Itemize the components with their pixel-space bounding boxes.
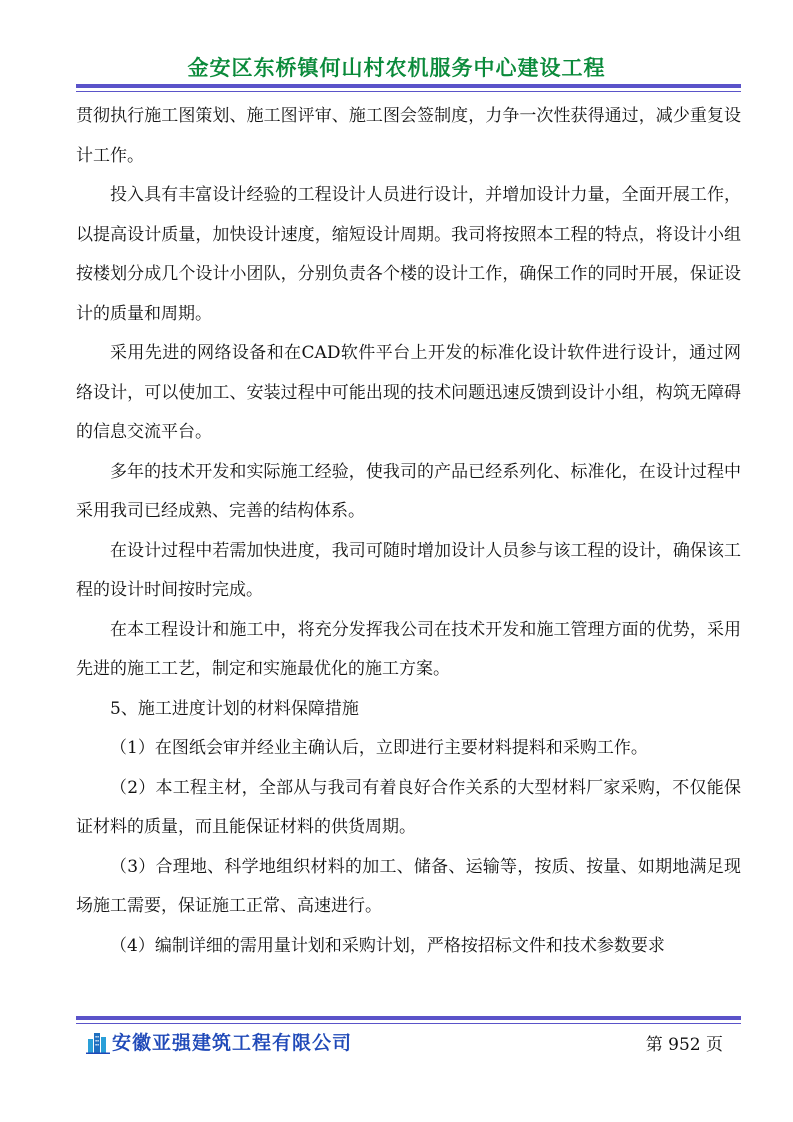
footer-rule-thin (76, 1023, 741, 1024)
section-heading: 5、施工进度计划的材料保障措施 (110, 698, 359, 719)
building-logo-icon (86, 1030, 110, 1054)
header-rule-thick (76, 84, 741, 88)
list-item: （3）合理地、科学地组织材料的加工、储备、运输等，按质、按量、如期地满足现场施工需要，保证施工正常、高速进行。 (76, 856, 741, 916)
paragraph: 采用先进的网络设备和在CAD软件平台上开发的标准化设计软件进行设计，通过网络设计，可以使加工、安装过程中可能出现的技术问题迅速反馈到设计小组，构筑无障碍的信息交流平台。 (76, 343, 741, 442)
document-body (76, 97, 741, 966)
paragraph: 在设计过程中若需加快进度，我司可随时增加设计人员参与该工程的设计，确保该工程的设计时间按时完成。 (76, 540, 741, 600)
footer-rule-thick (76, 1016, 741, 1020)
list-item: （4）编制详细的需用量计划和采购计划，严格按招标文件和技术参数要求 (110, 935, 665, 956)
footer-bar (76, 1026, 741, 1058)
page-number: 第 952 页 (645, 1035, 723, 1055)
list-item: （1）在图纸会审并经业主确认后，立即进行主要材料提料和采购工作。 (110, 738, 648, 758)
header-rule-thin (76, 91, 741, 92)
header-title: 金安区东桥镇何山村农机服务中心建设工程 (187, 56, 606, 80)
paragraph: 贯彻执行施工图策划、施工图评审、施工图会签制度，力争一次性获得通过，减少重复设计工作。 (76, 106, 741, 166)
list-item: （2）本工程主材，全部从与我司有着良好合作关系的大型材料厂家采购，不仅能保证材料的质量，而且能保证材料的供货周期。 (76, 777, 741, 837)
paragraph: 投入具有丰富设计经验的工程设计人员进行设计，并增加设计力量，全面开展工作，以提高设计质量，加快设计速度，缩短设计周期。我司将按照本工程的特点，将设计小组按楼划分成几个设计小团队，分别负责各个楼的设计工作，确保工作的同时开展，保证设计的质量和周期。 (76, 185, 741, 324)
footer-company-name: 安徽亚强建筑工程有限公司 (112, 1032, 353, 1054)
paragraph: 多年的技术开发和实际施工经验，使我司的产品已经系列化、标准化，在设计过程中采用我司已经成熟、完善的结构体系。 (76, 461, 741, 521)
paragraph: 在本工程设计和施工中，将充分发挥我公司在技术开发和施工管理方面的优势，采用先进的施工工艺，制定和实施最优化的施工方案。 (76, 619, 741, 679)
